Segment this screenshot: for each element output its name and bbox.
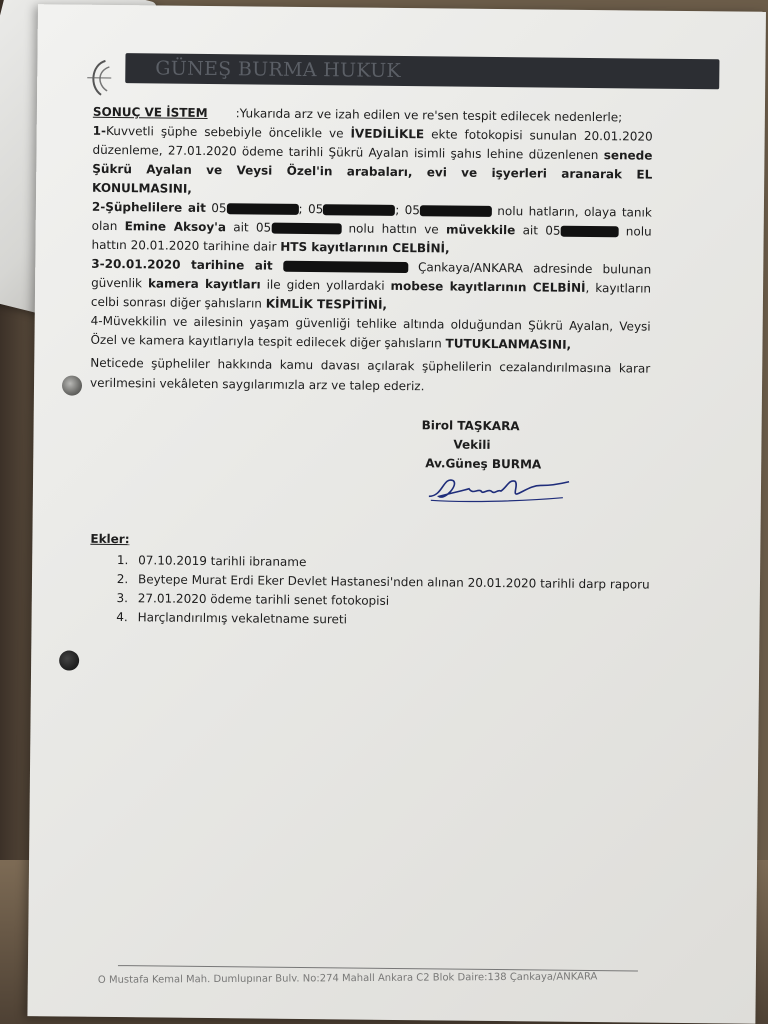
result-section <box>90 103 653 356</box>
result-intro: SONUÇ VE İSTEM :Yukarıda arz ve izah edilen ve re'sen tespit edilecek nedenlerle; <box>92 104 623 125</box>
letterhead-bar <box>125 53 719 89</box>
attachments-title: Ekler: <box>90 531 130 547</box>
result-item-3: 3-20.01.2020 tarihine ait Çankaya/ANKARA adresinde bulunan güvenlik kamera kayıtları ile giden yollardaki mobese kayıtlarının CELBİNİ, kayıtların celbi sonrası diğer şahısların KİMLİK TESPİTİNİ, <box>90 256 652 312</box>
result-item-4: 4-Müvekkilin ve ailesinin yaşam güvenliği tehlike altında olduğundan Şükrü Ayalan, Veysi Özel ve kamera kayıtlarıyla tespit edilecek diğer şahısların TUTUKLANMASINI, <box>90 313 651 352</box>
closing-paragraph: Neticede şüpheliler hakkında kamu davası açılarak şüphelilerin cezalandırılmasına karar verilmesini vekâleten saygılarımızla arz ve talep ederiz. <box>89 355 651 394</box>
attachment-item: 1. 07.10.2019 tarihli ibraname <box>132 551 690 576</box>
result-item-2: 2-Şüphelilere ait 05 ; 05 ; 05 nolu hatların, olaya tanık olan Emine Aksoy'a ait 05 nolu hattın ve müvekkile ait 05 nolu hattın 20.01.2020 tarihine dair HTS kayıtlarının CELBİNİ, <box>91 199 652 256</box>
redacted-phone <box>420 205 492 217</box>
lawyer-name: Av.Güneş BURMA <box>425 456 542 472</box>
attachment-item: 4. Harçlandırılmış vekaletname sureti <box>132 608 690 633</box>
punch-hole <box>62 375 82 395</box>
client-name: Birol TAŞKARA <box>421 418 520 434</box>
attachment-item: 3. 27.01.2020 ödeme tarihli senet fotokopisi <box>132 589 690 614</box>
punch-hole <box>59 650 79 670</box>
redacted-phone <box>227 203 299 215</box>
result-item-1: 1-Kuvvetli şüphe sebebiyle öncelikle ve İVEDİLİKLE ekte fotokopisi sunulan 20.01.2020 düzenleme, 27.01.2020 ödeme tarihli Şükrü Ayalan isimli şahıs lehine düzenlenen senede Şükrü Ayalan ve Veysi Özel'in arabaları, evi ve işyerleri aranarak EL KONULMASINI, <box>92 123 653 196</box>
redacted-phone <box>271 223 341 235</box>
attachments-list <box>90 551 691 633</box>
attachments-section <box>90 530 691 633</box>
redacted-phone <box>323 204 395 216</box>
representative-role: Vekili <box>453 437 491 452</box>
redacted-phone <box>560 226 618 238</box>
handwritten-signature <box>423 466 573 508</box>
attachment-item: 2. Beytepe Murat Erdi Eker Devlet Hastanesi'nden alınan 20.01.2020 tarihli darp raporu <box>132 570 690 595</box>
firm-name: GÜNEŞ BURMA HUKUK <box>155 57 402 82</box>
redacted-address <box>283 261 408 273</box>
document-page <box>27 4 766 1024</box>
footer-divider <box>118 965 638 971</box>
firm-logo-icon <box>83 57 113 99</box>
footer-address: O Mustafa Kemal Mah. Dumlupınar Bulv. No:274 Mahall Ankara C2 Blok Daire:138 Çankaya/ANKARA <box>97 971 598 986</box>
result-heading: SONUÇ VE İSTEM <box>92 104 208 120</box>
